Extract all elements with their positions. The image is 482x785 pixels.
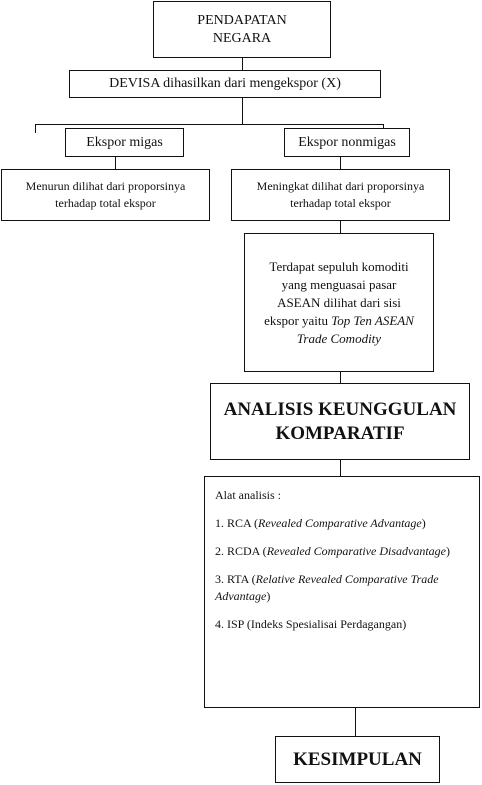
komoditi-line5: Trade Comodity bbox=[296, 330, 382, 346]
kesimpulan-box bbox=[275, 736, 440, 783]
ekspor-nonmigas-box bbox=[284, 128, 410, 157]
komoditi-line3: ASEAN dilihat dari sisi bbox=[277, 294, 401, 310]
alat-heading: Alat analisis : bbox=[215, 488, 281, 502]
alat-item-rcda: 2. RCDA (Revealed Comparative Disadvantage) bbox=[215, 544, 450, 558]
nonmigas-desc-box bbox=[231, 169, 450, 221]
devisa-box bbox=[69, 70, 381, 98]
komoditi-box bbox=[244, 233, 434, 372]
migas-desc-line2: terhadap total ekspor bbox=[55, 196, 156, 210]
komoditi-line4 bbox=[264, 312, 414, 330]
connector-migas-desc bbox=[115, 156, 116, 170]
ekspor-migas-box bbox=[65, 128, 184, 157]
migas-desc-line1: Menurun dilihat dari proporsinya bbox=[25, 179, 186, 193]
kesimpulan-label: KESIMPULAN bbox=[293, 748, 422, 770]
pendapatan-line1: PENDAPATAN bbox=[197, 12, 287, 28]
connector-analisis-alat bbox=[340, 459, 341, 477]
connector-alat-kesimpulan bbox=[355, 707, 356, 737]
connector-nonmigas-desc bbox=[340, 156, 341, 170]
nonmigas-desc-line2: terhadap total ekspor bbox=[290, 196, 391, 210]
analisis-line2: KOMPARATIF bbox=[275, 422, 405, 444]
ekspor-nonmigas-label: Ekspor nonmigas bbox=[298, 134, 396, 150]
ekspor-migas-label: Ekspor migas bbox=[86, 134, 163, 150]
komoditi-line4-plain: ekspor yaitu bbox=[264, 312, 332, 328]
alat-analisis-box bbox=[204, 476, 480, 708]
analisis-line1: ANALISIS KEUNGGULAN bbox=[223, 398, 457, 420]
alat-item-rca: 1. RCA (Revealed Comparative Advantage) bbox=[215, 516, 426, 530]
analisis-box bbox=[210, 383, 470, 460]
connector-split-horizontal bbox=[35, 124, 384, 125]
nonmigas-desc-line1: Meningkat dilihat dari proporsinya bbox=[256, 179, 425, 193]
alat-item-rta: 3. RTA (Relative Revealed Comparative Trade Advantage) bbox=[215, 572, 439, 603]
komoditi-line2: yang menguasai pasar bbox=[281, 276, 397, 292]
komoditi-line4-italic: Top Ten ASEAN bbox=[331, 312, 414, 328]
alat-item-isp: 4. ISP (Indeks Spesialisai Perdagangan) bbox=[215, 617, 407, 631]
connector-top-devisa bbox=[242, 57, 243, 70]
pendapatan-line2: NEGARA bbox=[212, 30, 272, 46]
connector-to-migas bbox=[35, 124, 36, 133]
migas-desc-box bbox=[1, 169, 210, 221]
komoditi-line1: Terdapat sepuluh komoditi bbox=[269, 258, 409, 274]
devisa-label: DEVISA dihasilkan dari mengekspor (X) bbox=[109, 76, 341, 91]
pendapatan-negara-box bbox=[153, 1, 331, 58]
connector-devisa-split bbox=[242, 97, 243, 124]
